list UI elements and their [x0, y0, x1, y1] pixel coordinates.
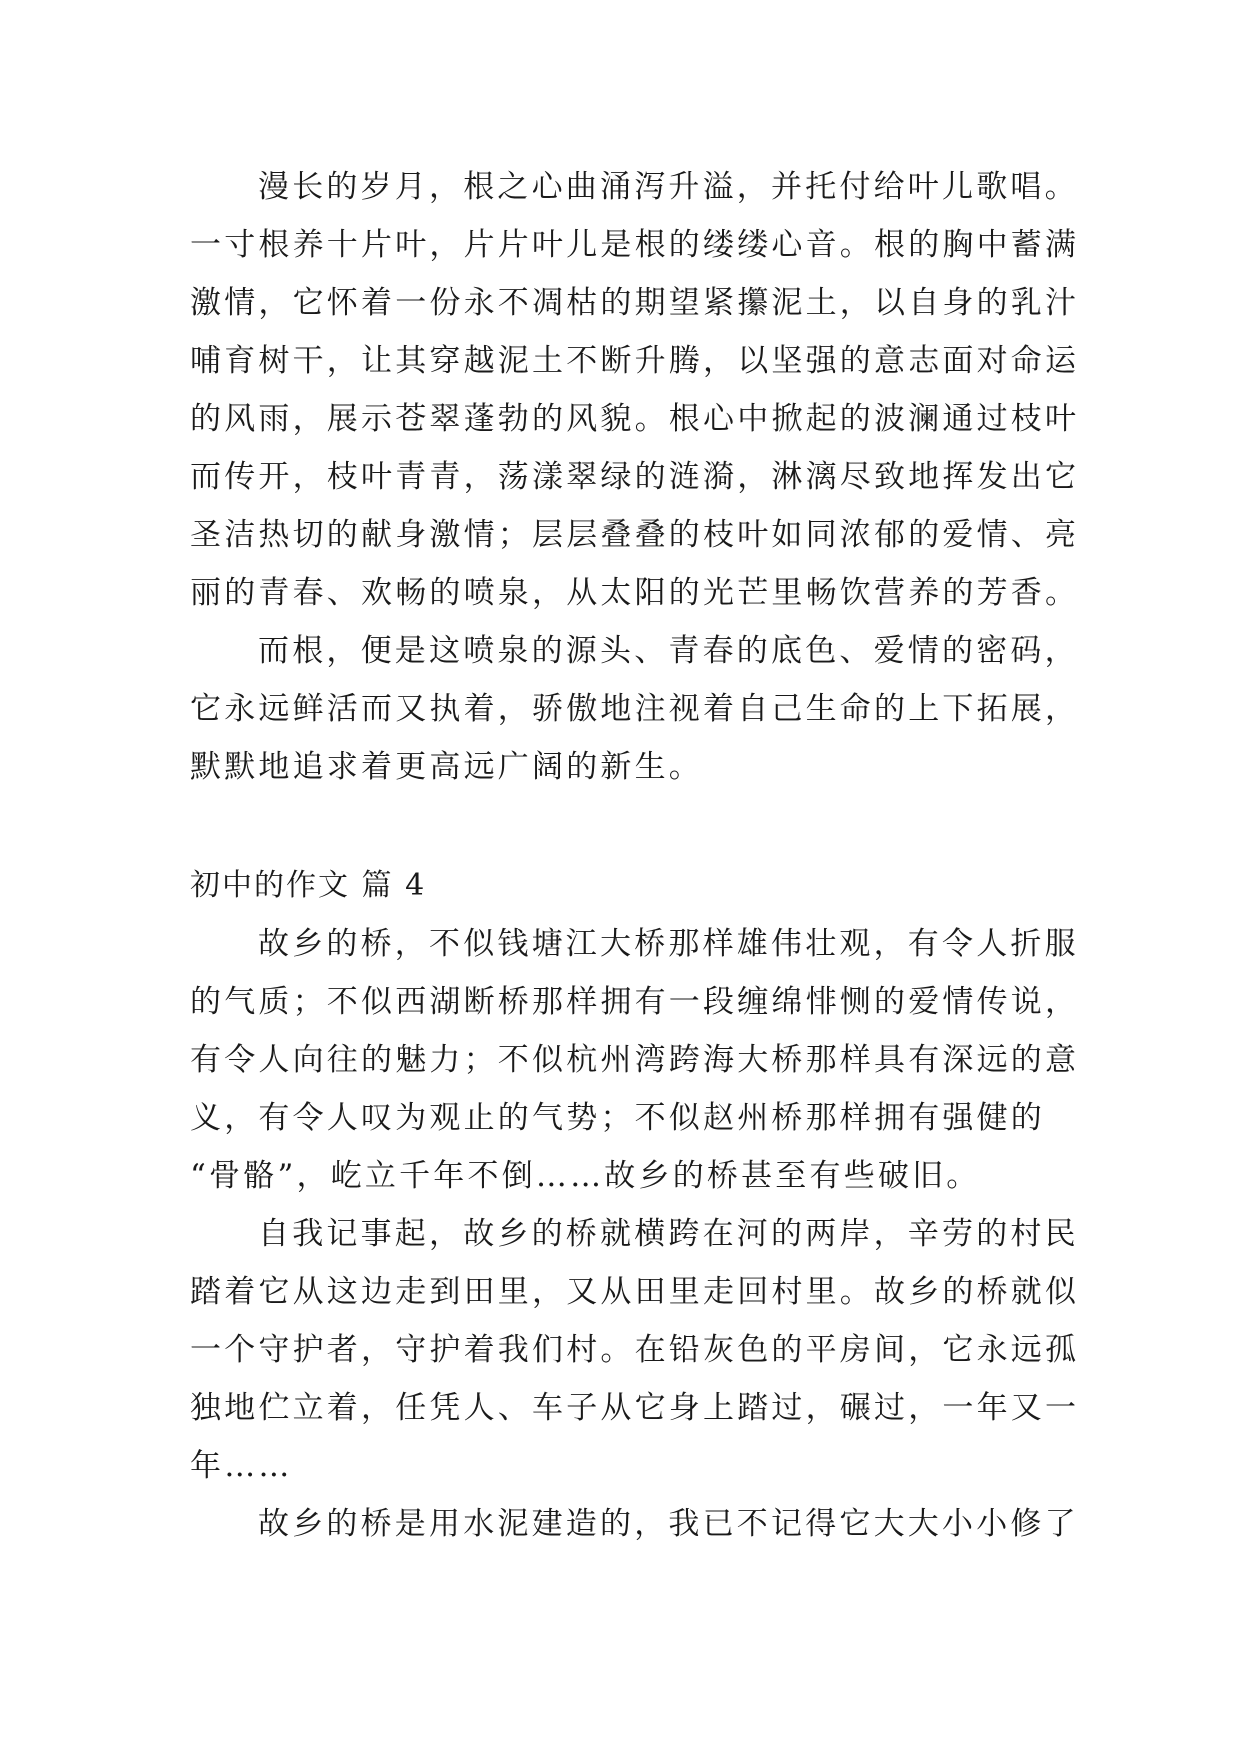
- paragraph-4-line-2: 踏着它从这边走到田里，又从田里走回村里。故乡的桥就似: [190, 1274, 1080, 1310]
- paragraph-4-line-1: 自我记事起，故乡的桥就横跨在河的两岸，辛劳的村民: [258, 1216, 1079, 1252]
- paragraph-2-line-1: 而根，便是这喷泉的源头、青春的底色、爱情的密码，: [258, 633, 1079, 669]
- paragraph-5-line-1: 故乡的桥是用水泥建造的，我已不记得它大大小小修了: [258, 1506, 1079, 1542]
- paragraph-1-line-3: 激情，它怀着一份永不凋枯的期望紧攥泥土，以自身的乳汁: [190, 285, 1080, 321]
- paragraph-1-line-1: 漫长的岁月，根之心曲涌泻升溢，并托付给叶儿歌唱。: [258, 169, 1079, 205]
- paragraph-4-line-5: 年……: [190, 1448, 293, 1484]
- paragraph-3-line-1: 故乡的桥，不似钱塘江大桥那样雄伟壮观，有令人折服: [258, 926, 1079, 962]
- paragraph-2-line-3: 默默地追求着更高远广阔的新生。: [190, 749, 703, 785]
- paragraph-1-line-2: 一寸根养十片叶，片片叶儿是根的缕缕心音。根的胸中蓄满: [190, 227, 1080, 263]
- paragraph-4-line-4: 独地伫立着，任凭人、车子从它身上踏过，碾过，一年又一: [190, 1390, 1080, 1426]
- paragraph-1-line-4: 哺育树干，让其穿越泥土不断升腾，以坚强的意志面对命运: [190, 343, 1080, 379]
- paragraph-1-line-7: 圣洁热切的献身激情；层层叠叠的枝叶如同浓郁的爱情、亮: [190, 517, 1080, 553]
- paragraph-3-line-2: 的气质；不似西湖断桥那样拥有一段缠绵悱恻的爱情传说，: [190, 984, 1080, 1020]
- paragraph-4-line-3: 一个守护者，守护着我们村。在铅灰色的平房间，它永远孤: [190, 1332, 1080, 1368]
- paragraph-1-line-6: 而传开，枝叶青青，荡漾翠绿的涟漪，淋漓尽致地挥发出它: [190, 459, 1080, 495]
- paragraph-1-line-5: 的风雨，展示苍翠蓬勃的风貌。根心中掀起的波澜通过枝叶: [190, 401, 1080, 437]
- paragraph-3-line-5: “骨骼”，屹立千年不倒……故乡的桥甚至有些破旧。: [190, 1158, 981, 1194]
- paragraph-3-line-4: 义，有令人叹为观止的气势；不似赵州桥那样拥有强健的: [190, 1100, 1045, 1136]
- section-heading: 初中的作文 篇 4: [190, 868, 427, 903]
- paragraph-1-line-8: 丽的青春、欢畅的喷泉，从太阳的光芒里畅饮营养的芳香。: [190, 575, 1080, 611]
- paragraph-3-line-3: 有令人向往的魅力；不似杭州湾跨海大桥那样具有深远的意: [190, 1042, 1080, 1078]
- paragraph-2-line-2: 它永远鲜活而又执着，骄傲地注视着自己生命的上下拓展，: [190, 691, 1080, 727]
